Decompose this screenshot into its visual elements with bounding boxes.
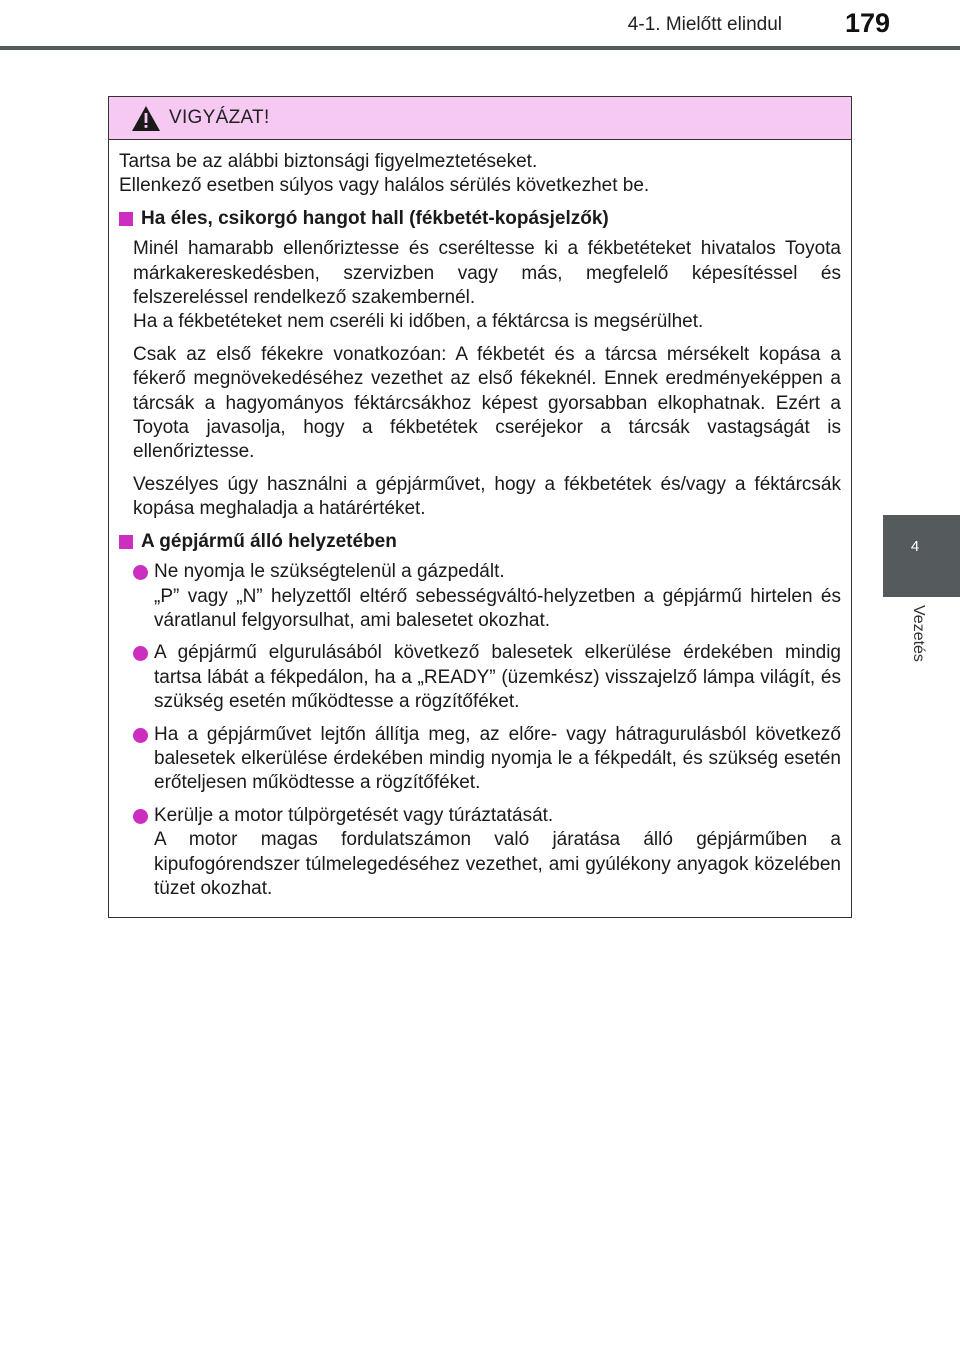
bullet-item <box>133 723 841 796</box>
bullet-text: Ne nyomja le szükségtelenül a gázpedált. <box>154 561 505 583</box>
bullet-text: Kerülje a motor túlpörgetését vagy túráztatását. <box>154 804 554 826</box>
bullet-item <box>133 641 841 714</box>
warning-title: VIGYÁZAT! <box>169 107 270 128</box>
bullet-text: A motor magas fordulatszámon való járatása álló gépjárműben a kipufogórendszer túlmelegedéséhez vezethet, ami gyúlékony anyagok közelében tüzet okozhat. <box>154 829 841 899</box>
bullet-text: „P” vagy „N” helyzettől eltérő sebességváltó-helyzetben a gépjármű hirtelen és váratlanul felgyorsulhat, ami balesetet okozhat. <box>154 585 841 631</box>
intro-line: Tartsa be az alábbi biztonsági figyelmeztetéseket. <box>119 151 538 172</box>
paragraph: Ha a fékbetéteket nem cseréli ki időben, a féktárcsa is megsérülhet. <box>133 311 704 333</box>
paragraph: Csak az első fékekre vonatkozóan: A fékbetét és a tárcsa mérsékelt kopása a fékerő megnövekedéséhez vezethet az első fékeknél. Ennek eredményeképpen a tárcsák a hagyományos féktárcsákhoz képest gyorsabban elkophatnak. Ezért a Toyota javasolja, hogy a fékbetétek cseréjekor a tárcsák vastagságát is ellenőriztesse. <box>133 343 841 463</box>
chapter-tab-number: 4 <box>910 538 920 555</box>
warning-intro <box>119 150 841 199</box>
chapter-tab-label: Vezetés <box>910 605 927 662</box>
round-bullet-icon <box>133 728 148 743</box>
intro-line: Ellenkező esetben súlyos vagy halálos sérülés következhet be. <box>119 175 650 197</box>
warning-body <box>109 140 851 901</box>
page-number: 179 <box>844 8 890 38</box>
round-bullet-icon <box>133 646 148 661</box>
square-bullet-icon <box>119 212 133 226</box>
bullet-item <box>133 560 841 633</box>
bullet-item <box>133 804 841 902</box>
warning-box <box>108 96 852 918</box>
section-heading-text: Ha éles, csikorgó hangot hall (fékbetét-kopásjelzők) <box>141 207 609 229</box>
section-heading-text: A gépjármű álló helyzetében <box>141 530 397 552</box>
paragraph: Veszélyes úgy használni a gépjárművet, hogy a fékbetétek és/vagy a féktárcsák kopása meghaladja a határértéket. <box>133 473 841 520</box>
section-heading-stationary <box>119 530 841 554</box>
chapter-tab[interactable] <box>883 515 960 597</box>
warning-triangle-icon <box>131 105 161 132</box>
warning-header <box>109 97 851 140</box>
header-rule <box>0 46 960 50</box>
round-bullet-icon <box>133 565 148 580</box>
square-bullet-icon <box>119 535 133 549</box>
paragraph: Minél hamarabb ellenőriztesse és cseréltesse ki a fékbetéteket hivatalos Toyota márkakereskedésben, szervizben vagy más, megfelelő képesítéssel és felszereléssel rendelkező szakembernél. <box>133 238 841 309</box>
bullet-text: A gépjármű elgurulásából következő balesetek elkerülése érdekében mindig tartsa lábát a fékpedálon, ha a „READY” (üzemkész) visszajelző lámpa világít, és szükség esetén működtesse a rögzítőféket. <box>154 642 841 713</box>
section-brake-wear-content <box>119 237 841 521</box>
round-bullet-icon <box>133 809 148 824</box>
section-heading-brake-wear <box>119 207 841 231</box>
bullet-text: Ha a gépjárművet lejtőn állítja meg, az előre- vagy hátragurulásból következő balesetek elkerülése érdekében mindig nyomja le a fékpedált, és szükség esetén erőteljesen működtesse a rögzítőféket. <box>154 723 841 794</box>
header-section-title: 4-1. Mielőtt elindul <box>627 14 782 35</box>
